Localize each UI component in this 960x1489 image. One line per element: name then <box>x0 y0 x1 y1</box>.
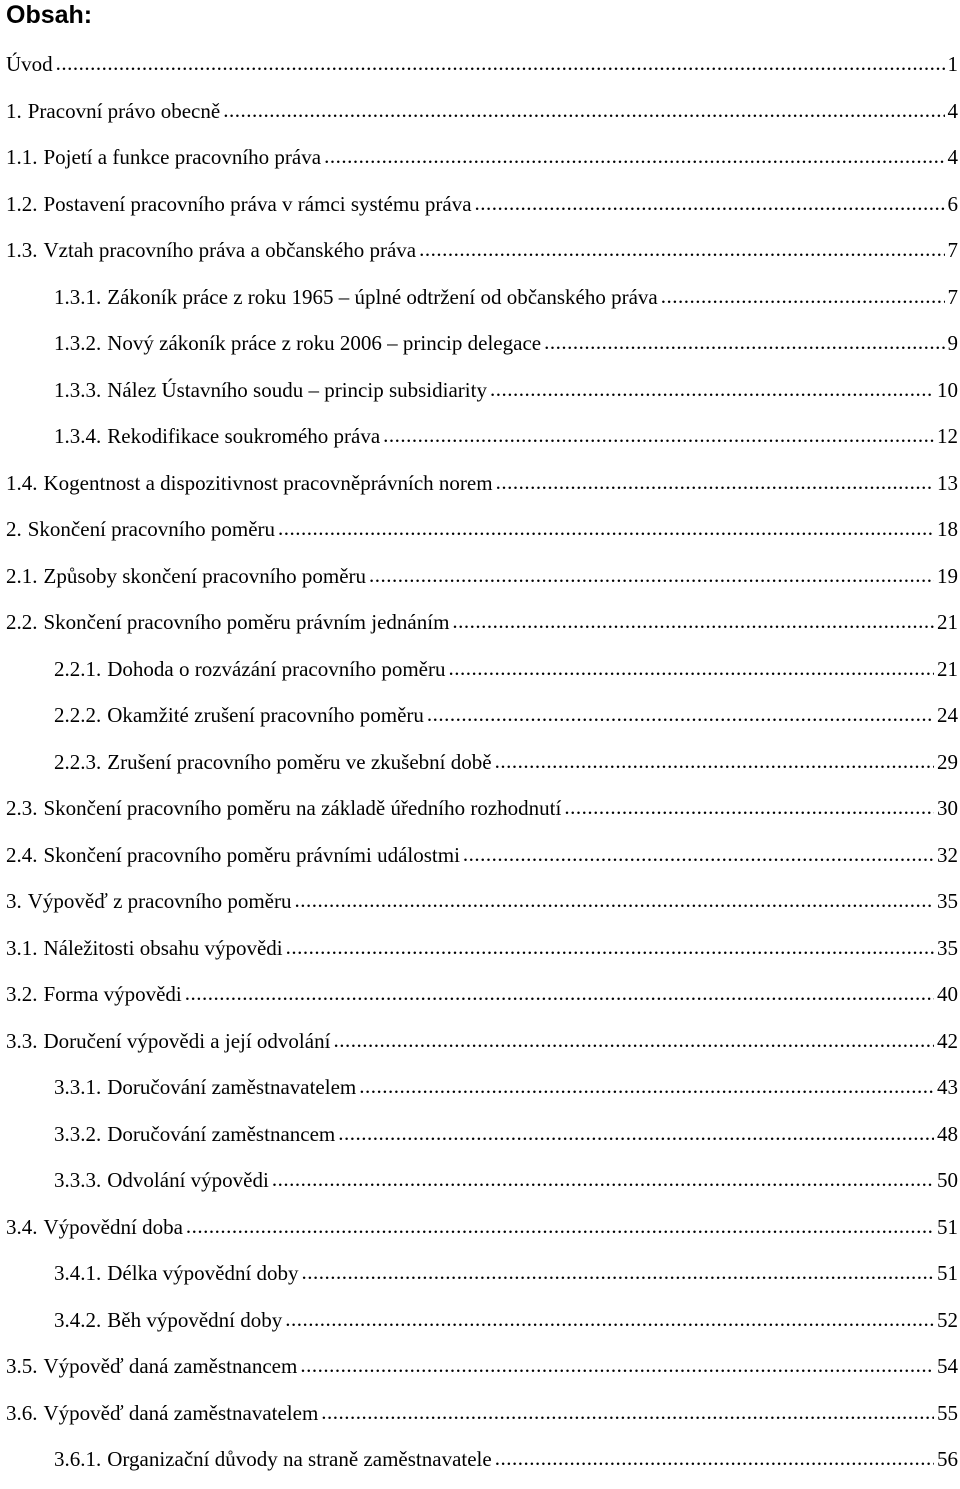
dot-leader <box>564 790 934 824</box>
toc-entry-number: 2.2.2. <box>54 703 102 727</box>
toc-entry[interactable] <box>0 326 960 373</box>
toc-entry-label <box>54 698 424 732</box>
dot-leader <box>463 837 934 871</box>
toc-entry-page-number: 35 <box>937 889 958 913</box>
dot-leader <box>300 1348 934 1382</box>
dot-leader <box>321 1395 934 1429</box>
toc-entry-number: 3.4.2. <box>54 1307 102 1332</box>
toc-entry-number: 3.5. <box>6 1354 38 1378</box>
toc-entry-number: 3.3.3. <box>54 1168 102 1192</box>
toc-entry-page-number: 35 <box>937 935 958 960</box>
dot-leader <box>452 604 934 638</box>
toc-entry-number: 1.3.3. <box>54 377 102 402</box>
toc-entry[interactable] <box>0 419 960 466</box>
toc-entry-label <box>6 931 283 965</box>
toc-entry-title: Skončení pracovního poměru právními událostmi <box>43 842 460 867</box>
toc-entry-title: Forma výpovědi <box>43 982 182 1006</box>
toc-entry[interactable] <box>0 605 960 652</box>
toc-entry-label <box>54 1256 299 1290</box>
toc-entry-page-number: 32 <box>937 842 958 867</box>
dot-leader <box>495 1441 934 1475</box>
dot-leader <box>333 1023 934 1057</box>
toc-entry-title: Odvolání výpovědi <box>107 1168 269 1192</box>
toc-entry[interactable] <box>0 1070 960 1117</box>
toc-entry-page-number: 29 <box>937 749 958 774</box>
toc-entry-page-number: 19 <box>937 563 958 588</box>
toc-entry-number: 3.1. <box>6 935 38 960</box>
dot-leader <box>496 465 934 499</box>
toc-entry[interactable] <box>0 745 960 792</box>
toc-entry-number: 1.3.1. <box>54 284 102 309</box>
toc-entry-title: Skončení pracovního poměru <box>27 517 276 541</box>
toc-entry-number: 3.4.1. <box>54 1261 102 1285</box>
toc-entry-label <box>54 745 492 779</box>
toc-title: Obsah: <box>6 1 93 29</box>
toc-entry-number: 2.3. <box>6 796 38 820</box>
toc-entry-number: 1.1. <box>6 145 38 169</box>
toc-entry-title: Zrušení pracovního poměru ve zkušební době <box>107 749 492 774</box>
dot-leader <box>383 418 934 452</box>
toc-entry[interactable] <box>0 94 960 141</box>
toc-entry-page-number: 50 <box>937 1168 958 1192</box>
dot-leader <box>419 232 944 266</box>
toc-entry-title: Délka výpovědní doby <box>107 1261 299 1285</box>
toc-entry-label <box>54 1117 335 1151</box>
toc-entry-number: 1.4. <box>6 470 38 495</box>
toc-entry[interactable] <box>0 1303 960 1350</box>
toc-entry[interactable] <box>0 140 960 187</box>
toc-entry-page-number: 30 <box>937 796 958 820</box>
toc-entry[interactable] <box>0 187 960 234</box>
toc-entry[interactable] <box>0 1396 960 1443</box>
toc-entry-label <box>6 1210 183 1244</box>
toc-entry-label <box>54 1163 269 1197</box>
dot-leader <box>495 744 934 778</box>
toc-entry-title: Výpověď z pracovního poměru <box>27 889 292 913</box>
toc-entry[interactable] <box>0 1210 960 1257</box>
toc-entry[interactable] <box>0 1349 960 1396</box>
toc-entry-title: Způsoby skončení pracovního poměru <box>43 563 367 588</box>
toc-entry-label <box>6 512 275 546</box>
toc-entry-label <box>6 791 561 825</box>
toc-entry-title: Doručení výpovědi a její odvolání <box>43 1028 331 1053</box>
toc-entry-title: Kogentnost a dispozitivnost pracovněprávních norem <box>43 470 493 495</box>
toc-entry[interactable] <box>0 791 960 838</box>
toc-entry-page-number: 51 <box>937 1214 958 1239</box>
toc-entry-number: 3.6.1. <box>54 1447 102 1471</box>
dot-leader <box>544 325 944 359</box>
toc-entry-number: 2. <box>6 517 22 541</box>
toc-entry[interactable] <box>0 280 960 327</box>
toc-entry-title: Dohoda o rozvázání pracovního poměru <box>107 656 446 681</box>
toc-entry-page-number: 52 <box>937 1307 958 1332</box>
toc-entry-page-number: 18 <box>937 517 958 541</box>
toc-entry-label <box>6 94 220 128</box>
toc-entry-title: Skončení pracovního poměru na základě úředního rozhodnutí <box>43 796 562 820</box>
toc-entry-title: Skončení pracovního poměru právním jednáním <box>43 610 450 634</box>
toc-entry-number: 3.3.2. <box>54 1121 102 1146</box>
dot-leader <box>186 1209 934 1243</box>
toc-entry[interactable] <box>0 373 960 420</box>
dot-leader <box>359 1069 934 1103</box>
toc-entry-label <box>54 1442 492 1476</box>
toc-entry-label <box>6 47 53 81</box>
toc-entry-page-number: 21 <box>937 610 958 634</box>
toc-entry[interactable] <box>0 838 960 885</box>
toc-entry-number: 2.2.3. <box>54 749 102 774</box>
toc-entry-label <box>54 1070 356 1104</box>
toc-entry-page-number: 7 <box>947 284 958 309</box>
toc-entry[interactable] <box>0 233 960 280</box>
dot-leader <box>278 511 934 545</box>
dot-leader <box>295 883 934 917</box>
toc-entry-title: Doručování zaměstnavatelem <box>107 1075 357 1099</box>
toc-entry-label <box>54 419 380 453</box>
toc-entry[interactable] <box>0 1163 960 1210</box>
toc-entry-number: 1. <box>6 98 22 123</box>
toc-entry[interactable] <box>0 559 960 606</box>
toc-entry-page-number: 56 <box>937 1447 958 1471</box>
dot-leader <box>427 697 934 731</box>
dot-leader <box>223 93 944 127</box>
toc-entry-title: Organizační důvody na straně zaměstnavatele <box>107 1447 492 1471</box>
toc-entry[interactable] <box>0 977 960 1024</box>
toc-entry-number: 3.4. <box>6 1214 38 1239</box>
toc-entry-label <box>6 884 292 918</box>
toc-entry-page-number: 10 <box>937 377 958 402</box>
toc-entry-page-number: 9 <box>947 331 958 355</box>
toc-entry-number: 1.3. <box>6 238 38 262</box>
toc-entry-page-number: 4 <box>947 145 958 169</box>
toc-entry-title: Okamžité zrušení pracovního poměru <box>107 703 424 727</box>
toc-entry-number: 3. <box>6 889 22 913</box>
toc-entry-title: Výpověď daná zaměstnancem <box>43 1354 298 1378</box>
toc-entry[interactable] <box>0 884 960 931</box>
toc-entry-title: Běh výpovědní doby <box>107 1307 283 1332</box>
toc-entry[interactable] <box>0 466 960 513</box>
toc-entry[interactable] <box>0 1117 960 1164</box>
toc-entry-number: 2.1. <box>6 563 38 588</box>
toc-entry-number: 3.3.1. <box>54 1075 102 1099</box>
toc-entry-label <box>6 977 182 1011</box>
toc-entry-number: 1.3.4. <box>54 424 102 448</box>
toc-entry[interactable] <box>0 1024 960 1071</box>
toc-entry[interactable] <box>0 47 960 94</box>
toc-entry-title: Doručování zaměstnancem <box>107 1121 336 1146</box>
toc-entry-title: Zákoník práce z roku 1965 – úplné odtržení od občanského práva <box>107 284 658 309</box>
toc-entry-label <box>54 326 541 360</box>
toc-entry-label <box>6 605 449 639</box>
toc-entry-page-number: 43 <box>937 1075 958 1099</box>
toc-entry-page-number: 13 <box>937 470 958 495</box>
toc-entry-label <box>6 233 416 267</box>
toc-entry-label <box>6 1349 297 1383</box>
toc-entry-number: 1.3.2. <box>54 331 102 355</box>
toc-entry-title: Nález Ústavního soudu – princip subsidiarity <box>107 377 487 402</box>
toc-entry-page-number: 40 <box>937 982 958 1006</box>
toc-entry-number: 2.4. <box>6 842 38 867</box>
dot-leader <box>448 651 934 685</box>
dot-leader <box>490 372 934 406</box>
toc-entry-page-number: 42 <box>937 1028 958 1053</box>
toc-entry-label <box>6 187 472 221</box>
toc-entry-number: 3.6. <box>6 1400 38 1425</box>
dot-leader <box>661 279 945 313</box>
toc-entry-page-number: 7 <box>947 238 958 262</box>
toc-entry-page-number: 1 <box>947 52 958 76</box>
dot-leader <box>475 186 945 220</box>
toc-entry[interactable] <box>0 698 960 745</box>
toc-entry-page-number: 48 <box>937 1121 958 1146</box>
toc-entry-title: Rekodifikace soukromého práva <box>107 424 381 448</box>
toc-entry-label <box>54 373 487 407</box>
dot-leader <box>369 558 934 592</box>
toc-entry-page-number: 12 <box>937 424 958 448</box>
toc-entry-title: Vztah pracovního práva a občanského práva <box>43 238 417 262</box>
toc-entry-title: Výpověď daná zaměstnavatelem <box>43 1400 319 1425</box>
toc-entry-label <box>54 280 658 314</box>
toc-entry-number: 2.2. <box>6 610 38 634</box>
toc-entry-label <box>6 1024 330 1058</box>
toc-entry-label <box>6 838 460 872</box>
toc-entry-page-number: 24 <box>937 703 958 727</box>
toc-entry-page-number: 21 <box>937 656 958 681</box>
toc-entry[interactable] <box>0 1442 960 1489</box>
toc-entry-title: Nový zákoník práce z roku 2006 – princip delegace <box>107 331 542 355</box>
toc-entry[interactable] <box>0 652 960 699</box>
dot-leader <box>272 1162 934 1196</box>
toc-entry-label <box>6 466 493 500</box>
toc-entry-label <box>54 1303 282 1337</box>
dot-leader <box>285 1302 934 1336</box>
toc-entry-label <box>6 559 366 593</box>
dot-leader <box>324 139 944 173</box>
toc-entry-page-number: 4 <box>947 98 958 123</box>
dot-leader <box>286 930 934 964</box>
dot-leader <box>302 1255 934 1289</box>
toc-entry-page-number: 6 <box>947 191 958 216</box>
toc-entry-title: Postavení pracovního práva v rámci systému práva <box>43 191 472 216</box>
toc-entry-label <box>6 1396 318 1430</box>
toc-entry-number: 3.3. <box>6 1028 38 1053</box>
toc-entry-title: Výpovědní doba <box>43 1214 183 1239</box>
dot-leader <box>338 1116 934 1150</box>
toc-entry[interactable] <box>0 931 960 978</box>
toc-entry-title: Náležitosti obsahu výpovědi <box>43 935 283 960</box>
toc-entry-label <box>6 140 321 174</box>
toc-entry-page-number: 51 <box>937 1261 958 1285</box>
toc-list <box>0 47 960 1489</box>
dot-leader <box>56 46 945 80</box>
toc-entry-title: Pracovní právo obecně <box>27 98 221 123</box>
toc-entry-page-number: 55 <box>937 1400 958 1425</box>
toc-entry-number: 3.2. <box>6 982 38 1006</box>
toc-entry-page-number: 54 <box>937 1354 958 1378</box>
toc-entry-number: 2.2.1. <box>54 656 102 681</box>
toc-entry-title: Pojetí a funkce pracovního práva <box>43 145 322 169</box>
toc-entry-title: Úvod <box>6 52 53 76</box>
toc-entry[interactable] <box>0 512 960 559</box>
toc-entry-label <box>54 652 445 686</box>
toc-entry[interactable] <box>0 1256 960 1303</box>
dot-leader <box>185 976 934 1010</box>
toc-entry-number: 1.2. <box>6 191 38 216</box>
